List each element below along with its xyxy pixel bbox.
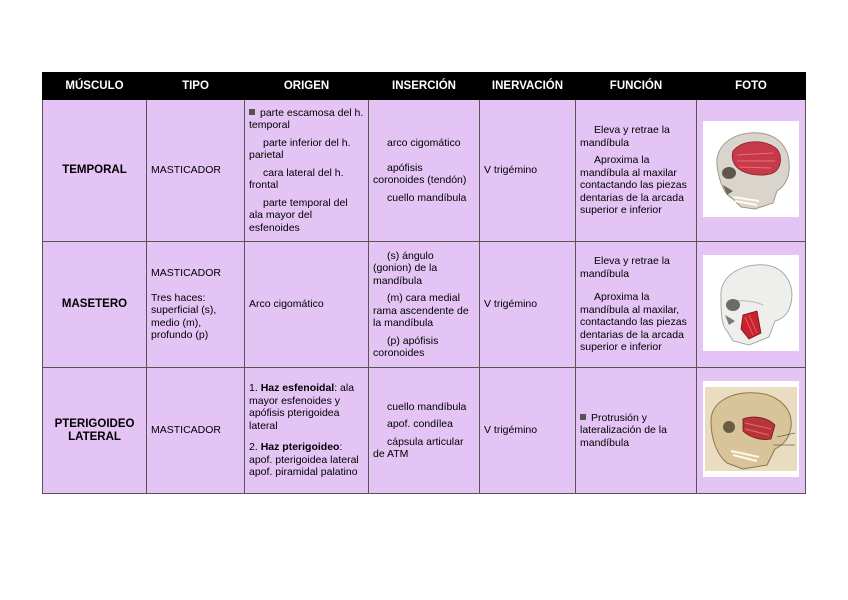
origen-item: cara lateral del h. frontal: [249, 166, 344, 192]
funcion-item: Aproxima la mandíbula al maxilar contactando las piezas dentarias de la arcada superior e inferior: [580, 154, 687, 217]
photo-cell: [697, 368, 806, 494]
tipo-cell: [147, 368, 245, 494]
header-foto: FOTO: [697, 73, 806, 100]
table-row: [43, 100, 806, 242]
funcion-item: Eleva y retrae la mandíbula: [580, 255, 670, 280]
muscle-name: MASETERO: [43, 242, 147, 368]
header-musculo: MÚSCULO: [43, 73, 147, 100]
origen-item: parte escamosa del h. temporal: [249, 106, 364, 132]
header-inervacion: INERVACIÓN: [480, 73, 576, 100]
header-row: [43, 73, 806, 100]
funcion-cell: [576, 242, 697, 368]
bullet-square-icon: [249, 109, 255, 115]
skull-pterygoid-muscle-image: [703, 381, 799, 477]
funcion-item: Protrusión y lateralización de la mandíbula: [580, 411, 667, 449]
insercion-item: apófisis coronoides (tendón): [373, 161, 467, 186]
insercion-item: cuello mandíbula: [387, 191, 467, 204]
table-row: [43, 242, 806, 368]
table-row: [43, 368, 806, 494]
insercion-item: cuello mandíbula: [387, 400, 467, 413]
insercion-item: apof. condílea: [387, 418, 453, 430]
tipo-text: MASTICADOR: [151, 164, 222, 177]
insercion-item: (p) apófisis coronoides: [373, 334, 439, 359]
muscle-table: [42, 72, 806, 494]
photo-cell: [697, 100, 806, 242]
funcion-item: Eleva y retrae la mandíbula: [580, 124, 670, 149]
header-origen: ORIGEN: [245, 73, 369, 100]
origen-item: parte inferior del h. parietal: [249, 136, 351, 162]
inervacion-cell: V trigémino: [480, 242, 576, 368]
muscle-name: PTERIGOIDEO LATERAL: [43, 368, 147, 494]
tipo-text: Tres haces: superficial (s), medio (m), profundo (p): [151, 291, 217, 342]
tipo-text: MASTICADOR: [151, 267, 222, 280]
origen-cell: [245, 368, 369, 494]
origen-cell: [245, 242, 369, 368]
skull-temporal-muscle-image: [703, 121, 799, 217]
insercion-cell: [369, 100, 480, 242]
insercion-item: (s) ángulo (gonion) de la mandíbula: [373, 249, 438, 287]
header-insercion: INSERCIÓN: [369, 73, 480, 100]
tipo-text: MASTICADOR: [151, 424, 222, 437]
funcion-cell: [576, 368, 697, 494]
origen-item: 1. Haz esfenoidal: ala mayor esfenoides y apófisis pterigoidea lateral: [249, 382, 355, 432]
header-funcion: FUNCIÓN: [576, 73, 697, 100]
insercion-cell: [369, 242, 480, 368]
funcion-item: Aproxima la mandíbula al maxilar, contactando las piezas dentarias de la arcada superior e inferior: [580, 291, 687, 354]
tipo-cell: [147, 242, 245, 368]
origen-item: Arco cigomático: [249, 298, 324, 311]
muscle-name: TEMPORAL: [43, 100, 147, 242]
insercion-item: (m) cara medial rama ascendente de la mandíbula: [373, 292, 469, 329]
photo-cell: [697, 242, 806, 368]
skull-masseter-muscle-image: [703, 255, 799, 351]
inervacion-cell: V trigémino: [480, 100, 576, 242]
origen-item: 2. Haz pterigoideo: apof. pterigoidea lateral apof. piramidal palatino: [249, 441, 359, 479]
origen-item: parte temporal del ala mayor del esfenoides: [249, 196, 348, 234]
header-tipo: TIPO: [147, 73, 245, 100]
inervacion-cell: V trigémino: [480, 368, 576, 494]
funcion-cell: [576, 100, 697, 242]
insercion-item: arco cigomático: [387, 137, 461, 149]
tipo-cell: [147, 100, 245, 242]
insercion-item: cápsula articular de ATM: [373, 435, 464, 460]
insercion-cell: [369, 368, 480, 494]
bullet-square-icon: [580, 414, 586, 420]
origen-cell: [245, 100, 369, 242]
